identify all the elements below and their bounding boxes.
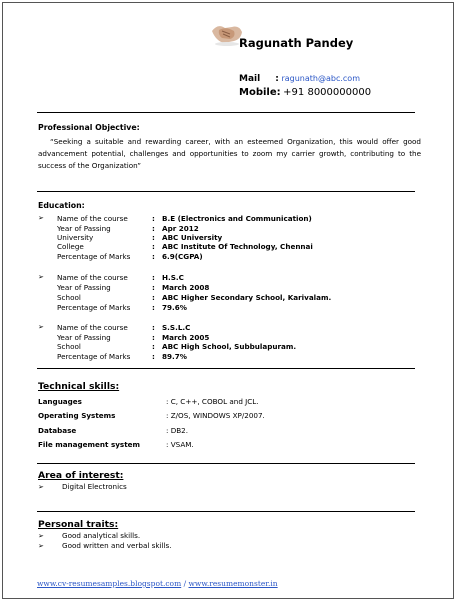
arrow-bullet-icon: ➢: [38, 323, 44, 331]
traits-list: [38, 531, 418, 553]
mail-row: [239, 74, 360, 84]
mobile-label: Mobile:: [239, 87, 281, 98]
mobile-row: [239, 87, 371, 98]
divider: [37, 463, 415, 464]
technical-title: Technical skills:: [38, 381, 120, 392]
footer-separator: /: [181, 579, 189, 588]
footer-link-site[interactable]: www.resumemonster.in: [188, 579, 278, 588]
list-item: ➢ Digital Electronics: [38, 482, 127, 491]
interest-list: [38, 482, 418, 494]
divider: [37, 112, 415, 113]
arrow-bullet-icon: ➢: [38, 532, 44, 540]
mobile-value: +91 8000000000: [283, 87, 372, 98]
technical-list: Languages : C, C++, COBOL and JCL. Operating Systems : Z/OS, WINDOWS XP/2007. Database : DB2. File management system : VSAM.: [38, 397, 265, 449]
candidate-name: Ragunath Pandey: [239, 36, 354, 50]
resume-page: [2, 2, 454, 599]
list-item: ➢ Good analytical skills.: [38, 531, 141, 540]
interest-title: Area of interest:: [38, 470, 124, 481]
arrow-bullet-icon: ➢: [38, 483, 44, 491]
mail-label: Mail: [239, 74, 261, 84]
footer-links: [37, 579, 278, 588]
objective-title: Professional Objective:: [38, 123, 140, 132]
divider: [37, 511, 415, 512]
arrow-bullet-icon: ➢: [38, 542, 44, 550]
mail-separator: :: [275, 74, 279, 84]
education-list: ➢ Name of the course : B.E (Electronics and Communication) Year of Passing : Apr 2012 University : ABC University College : ABC Institute Of Technology, Chennai Percentage of Marks : 6.9(CGPA) ➢ Name of the course : H.S.C Year of Passing : March 2008 School : ABC Higher Secondary School, Karivalam. Percentage of Marks : 79.6% ➢ Name of the course : S.S.L.C Year of Passing : March 2005 School : ABC High School, Subbulapuram. Percentage of Marks : 89.7%: [38, 214, 332, 361]
arrow-bullet-icon: ➢: [38, 214, 44, 222]
education-title: Education:: [38, 201, 85, 210]
list-item: ➢ Good written and verbal skills.: [38, 541, 172, 550]
objective-text: “Seeking a suitable and rewarding career, with an esteemed Organization, this would offer good advancement potential, challenges and opportunities to zoom my carrier growth, contributing to the success of the Organization”: [38, 137, 421, 171]
divider: [37, 368, 415, 369]
mail-link[interactable]: ragunath@abc.com: [281, 74, 360, 83]
arrow-bullet-icon: ➢: [38, 273, 44, 281]
footer-link-blog[interactable]: www.cv-resumesamples.blogspot.com: [37, 579, 182, 588]
traits-title: Personal traits:: [38, 519, 119, 530]
divider: [37, 191, 415, 192]
